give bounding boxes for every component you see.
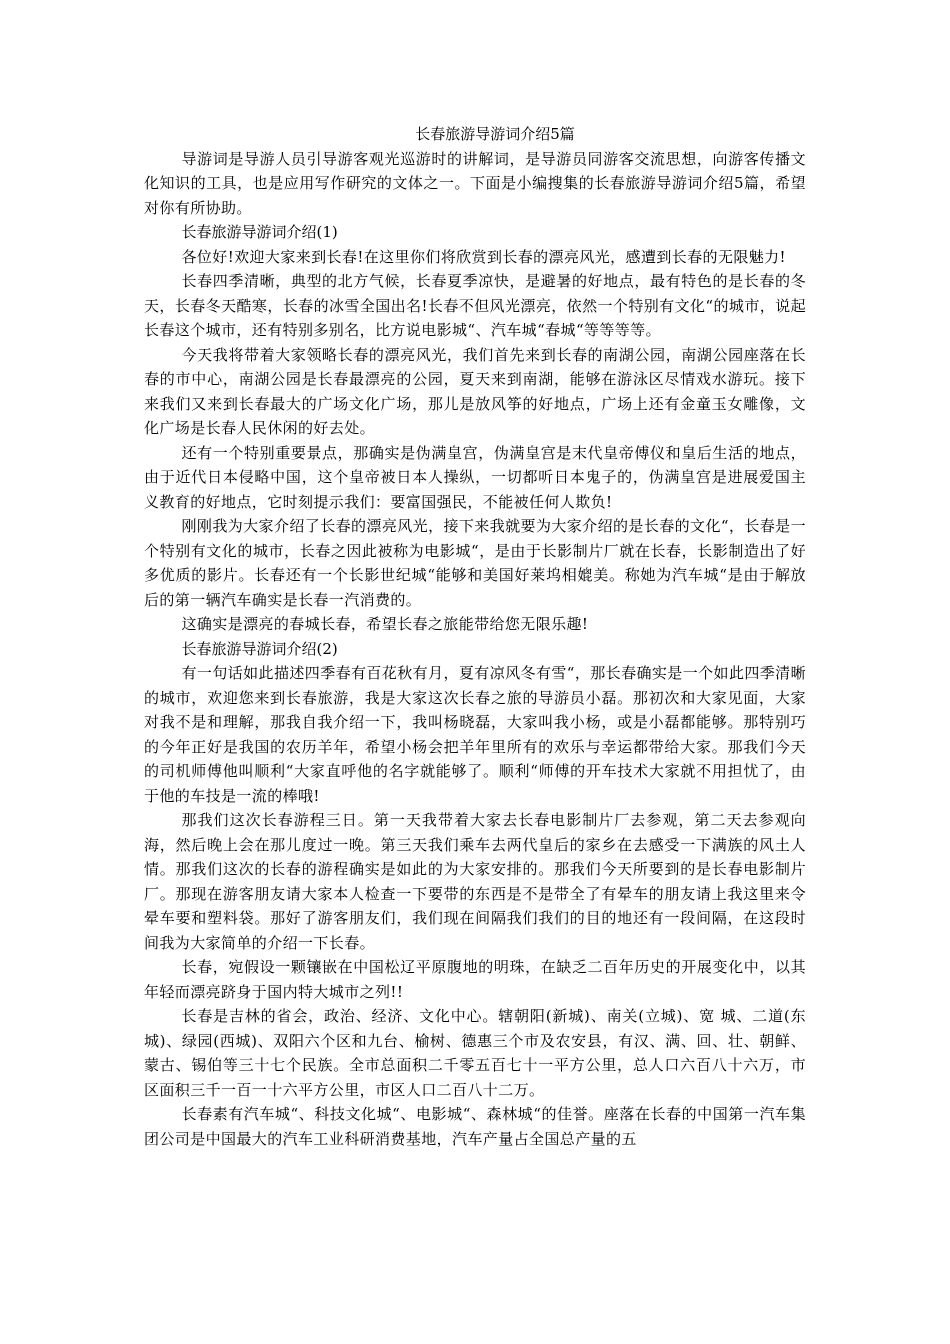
body-paragraph: 长春四季清晰，典型的北方气候，长春夏季凉快，是避暑的好地点，最有特色的是长春的冬天，长春冬天酷寒，长春的冰雪全国出名!长春不但风光漂亮，依然一个特别有文化“的城市，说起长春这个城市，还有特别多别名，比方说电影城“、汽车城“春城“等等等等。 xyxy=(144,272,806,339)
document-page xyxy=(144,122,806,1151)
body-paragraph: 那我们这次长春游程三日。第一天我带着大家去长春电影制片厂去参观，第二天去参观向海，然后晚上会在那儿度过一晚。第三天我们乘车去两代皇后的家乡在去感受一下满族的风土人情。那我们这次的长春的游程确实是如此的为大家安排的。那我们今天所要到的是长春电影制片厂。那现在游客朋友请大家本人检查一下要带的东西是不是带全了有晕车的朋友请上我这里来令晕车要和塑料袋。那好了游客朋友们，我们现在间隔我们我们的目的地还有一段间隔，在这段时间我为大家简单的介绍一下长春。 xyxy=(144,811,806,952)
body-paragraph: 今天我将带着大家领略长春的漂亮风光，我们首先来到长春的南湖公园，南湖公园座落在长春的市中心，南湖公园是长春最漂亮的公园，夏天来到南湖，能够在游泳区尽情戏水游玩。接下来我们又来到长春最大的广场文化广场，那儿是放风筝的好地点，广场上还有金童玉女雕像，文化广场是长春人民休闲的好去处。 xyxy=(144,345,806,437)
body-paragraph: 长春是吉林的省会，政治、经济、文化中心。辖朝阳(新城)、南关(立城)、宽 城、二道(东城)、绿园(西城)、双阳六个区和九台、榆树、德惠三个市及农安县，有汉、满、回、壮、朝鲜、蒙古、锡伯等三十七个民族。全市总面积二千零五百七十一平方公里，总人口六百八十六万，市区面积三千一百一十六平方公里，市区人口二百八十二万。 xyxy=(144,1007,806,1099)
intro-paragraph: 导游词是导游人员引导游客观光巡游时的讲解词，是导游员同游客交流思想，向游客传播文化知识的工具，也是应用写作研究的文体之一。下面是小编搜集的长春旅游导游词介绍5篇，希望对你有所协助。 xyxy=(144,149,806,217)
body-paragraph: 有一句话如此描述四季春有百花秋有月，夏有凉风冬有雪“，那长春确实是一个如此四季清晰的城市，欢迎您来到长春旅游，我是大家这次长春之旅的导游员小磊。那初次和大家见面，大家对我不是和理解，那我自我介绍一下，我叫杨晓磊，大家叫我小杨，或是小磊都能够。那特别巧的今年正好是我国的农历羊年，希望小杨会把羊年里所有的欢乐与幸运都带给大家。那我们今天的司机师傅他叫顺利“大家直呼他的名字就能够了。顺利“师傅的开车技术大家就不用担忧了，由于他的车技是一流的棒哦! xyxy=(144,664,806,805)
body-paragraph: 长春素有汽车城“、科技文化城“、电影城“、森林城“的佳誉。座落在长春的中国第一汽车集团公司是中国最大的汽车工业科研消费基地，汽车产量占全国总产量的五 xyxy=(144,1105,806,1148)
body-paragraph: 这确实是漂亮的春城长春，希望长春之旅能带给您无限乐趣! xyxy=(181,615,589,633)
document-title: 长春旅游导游词介绍5篇 xyxy=(415,125,575,143)
body-paragraph: 长春，宛假设一颗镶嵌在中国松辽平原腹地的明珠，在缺乏二百年历史的开展变化中，以其年轻而漂亮跻身于国内特大城市之列!! xyxy=(144,958,806,1001)
body-paragraph: 还有一个特别重要景点，那确实是伪满皇宫，伪满皇宫是末代皇帝傅仪和皇后生活的地点，由于近代日本侵略中国，这个皇帝被日本人操纵，一切都听日本鬼子的，伪满皇宫是进展爱国主义教育的好地点，它时刻提示我们：要富国强民，不能被任何人欺负! xyxy=(144,443,806,511)
section-heading: 长春旅游导游词介绍(1) xyxy=(181,223,338,241)
body-paragraph: 刚刚我为大家介绍了长春的漂亮风光，接下来我就要为大家介绍的是长春的文化“，长春是一个特别有文化的城市，长春之因此被称为电影城“，是由于长影制片厂就在长春，长影制造出了好多优质的影片。长春还有一个长影世纪城“能够和美国好莱坞相媲美。称她为汽车城“是由于解放后的第一辆汽车确实是长春一汽消费的。 xyxy=(144,517,806,609)
body-paragraph: 各位好!欢迎大家来到长春!在这里你们将欣赏到长春的漂亮风光，感遭到长春的无限魅力! xyxy=(181,247,786,266)
section-heading: 长春旅游导游词介绍(2) xyxy=(181,639,338,658)
